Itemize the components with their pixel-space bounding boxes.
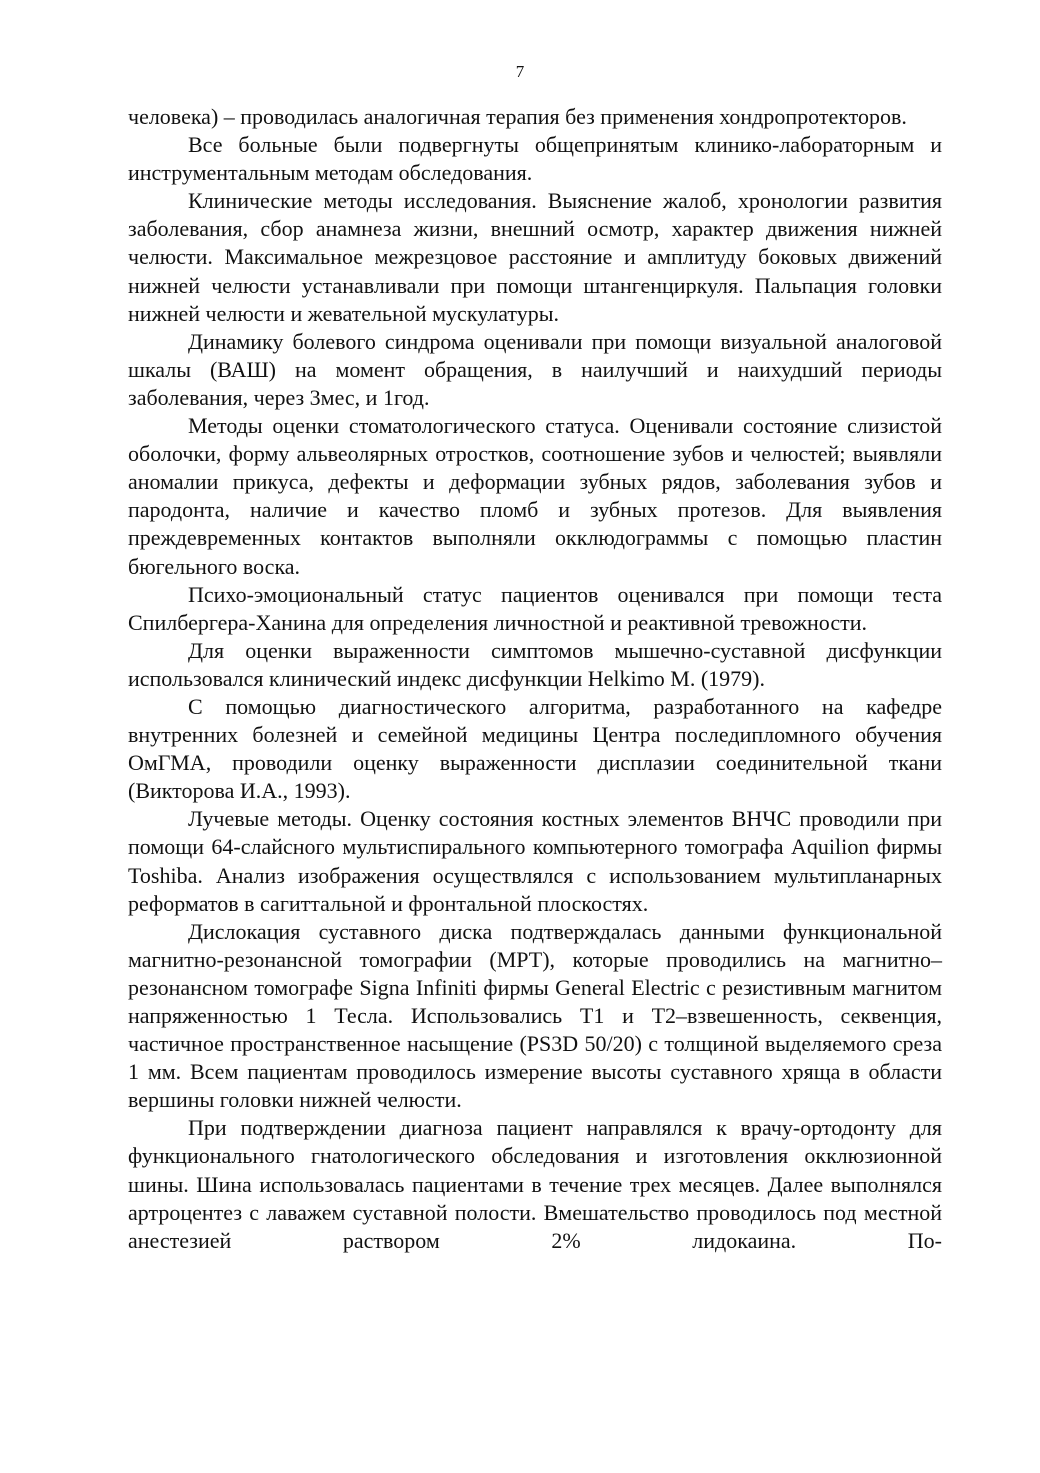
paragraph-pain-dynamics: Динамику болевого синдрома оценивали при помощи визуальной аналоговой шкалы (ВАШ) на момент обращения, в наилучший и наихудший периоды заболевания, через 3мес, и 1год.	[128, 328, 942, 410]
page-number: 7	[515, 62, 525, 81]
paragraph-dental-status: Методы оценки стоматологического статуса. Оценивали состояние слизистой оболочки, форму альвеолярных отростков, соотношение зубов и челюстей; выявляли аномалии прикуса, дефекты и деформации зубных рядов, заболевания зубов и пародонта, наличие и качество пломб и зубных протезов. Для выявления преждевременных контактов выполняли окклюдограммы с помощью пластин бюгельного воска.	[128, 413, 942, 579]
paragraph-radiology: Лучевые методы. Оценку состояния костных элементов ВНЧС проводили при помощи 64-слайсного мультиспирального компьютерного томографа Aquilion фирмы Toshiba. Анализ изображения осуществлялся с использованием мультипланарных реформатов в сагиттальной и фронтальной плоскостях.	[128, 806, 942, 916]
paragraph-dysplasia: С помощью диагностического алгоритма, разработанного на кафедре внутренних болезней и семейной медицины Центра последипломного обучения ОмГМА, проводили оценку выраженности дисплазии соединительной ткани (Викторова И.А., 1993).	[128, 693, 942, 804]
paragraph-psycho-emotional: Психо-эмоциональный статус пациентов оценивался при помощи теста Спилбергера-Ханина для определения личностной и реактивной тревожности.	[128, 581, 942, 635]
paragraph-clinical-methods: Клинические методы исследования. Выяснение жалоб, хронологии развития заболевания, сбор анамнеза жизни, внешний осмотр, характер движения нижней челюсти. Максимальное межрезцовое расстояние и амплитуду боковых движений нижней челюсти устанавливали при помощи штангенциркуля. Пальпация головки нижней челюсти и жевательной мускулатуры.	[128, 188, 942, 326]
paragraph-treatment: При подтверждении диагноза пациент направлялся к врачу-ортодонту для функционального гнатологического обследования и изготовления окклюзионной шины. Шина использовалась пациентами в течение трех месяцев. Далее выполнялся артроцентез с лаважем суставной полости. Вмешательство проводилось под местной анестезией раствором 2% лидокаина. По-	[128, 1115, 942, 1253]
paragraph-examination: Все больные были подвергнуты общепринятым клинико-лабораторным и инструментальным методам обследования.	[128, 132, 942, 186]
paragraph-mri: Дислокация суставного диска подтверждалась данными функциональной магнитно-резонансной томографии (МРТ), которые проводились на магнитно–резонансном томографе Signa Infiniti фирмы General Electric с резистивным магнитом напряженностью 1 Тесла. Использовались Т1 и Т2–взвешенность, секвенция, частичное пространственное насыщение (PS3D 50/20) с толщиной выделяемого среза 1 мм. Всем пациентам проводилось измерение высоты суставного хряща в области вершины головки нижней челюсти.	[128, 918, 942, 1113]
paragraph-helkimo-index: Для оценки выраженности симптомов мышечно-суставной дисфункции использовался клинический индекс дисфункции Helkimo M. (1979).	[128, 637, 942, 691]
body-text	[128, 103, 942, 1255]
paragraph-continuation: человека) – проводилась аналогичная терапия без применения хондропротекторов.	[128, 104, 907, 129]
